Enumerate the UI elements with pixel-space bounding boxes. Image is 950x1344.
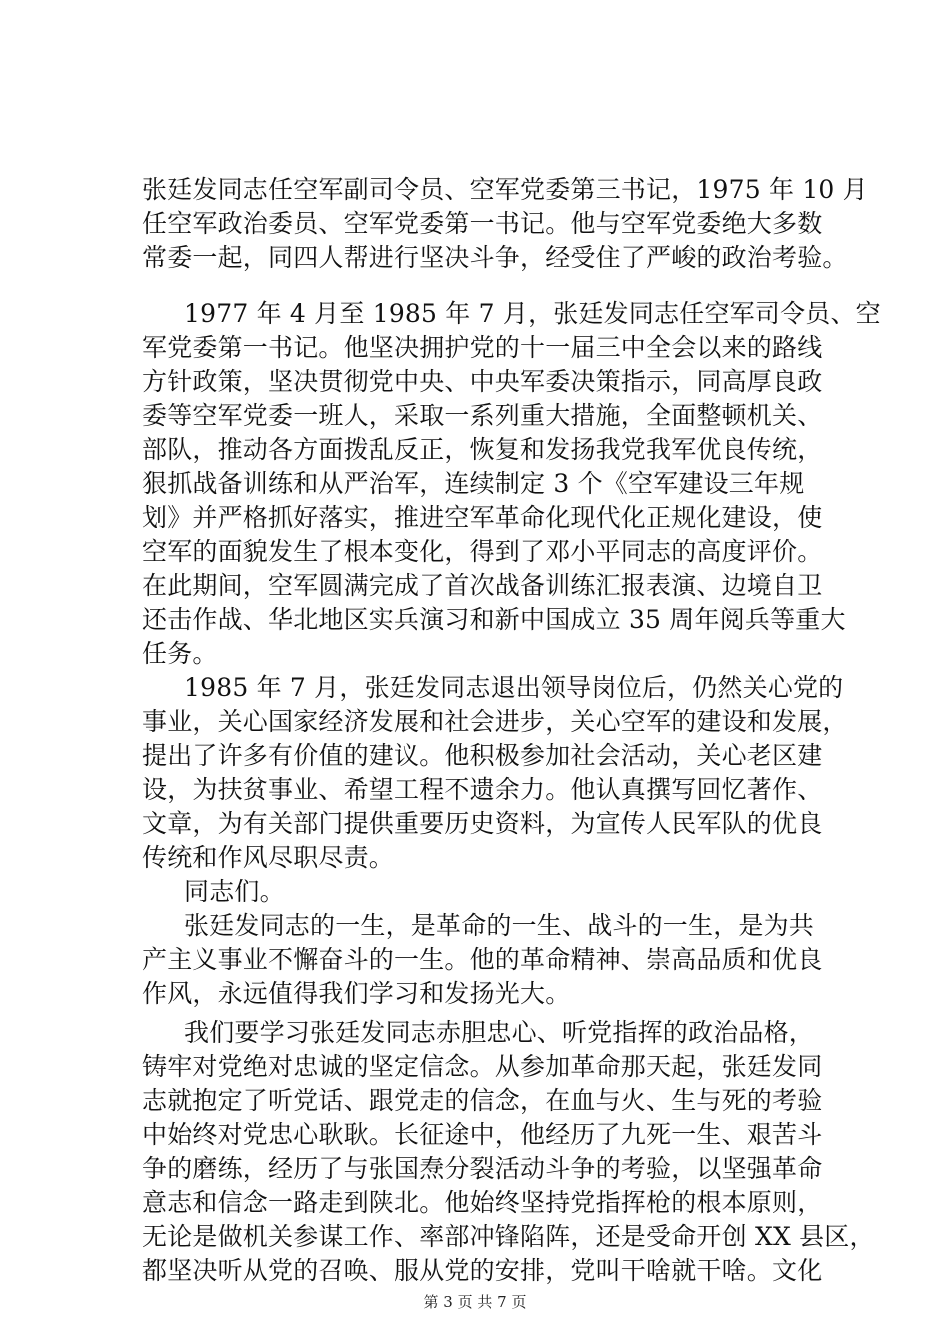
text-line: 文章，为有关部门提供重要历史资料，为宣传人民军队的优良 xyxy=(142,809,823,838)
text-line: 设，为扶贫事业、希望工程不遗余力。他认真撰写回忆著作、 xyxy=(142,775,823,804)
page-number-footer: 第 3 页 共 7 页 xyxy=(423,1293,527,1311)
text-line: 在此期间，空军圆满完成了首次战备训练汇报表演、边境自卫 xyxy=(142,571,823,600)
text-line: 空军的面貌发生了根本变化，得到了邓小平同志的高度评价。 xyxy=(142,537,823,566)
paragraph-start-line: 张廷发同志的一生，是革命的一生、战斗的一生，是为共 xyxy=(184,911,815,940)
text-line: 提出了许多有价值的建议。他积极参加社会活动，关心老区建 xyxy=(142,741,823,770)
text-line: 常委一起，同四人帮进行坚决斗争，经受住了严峻的政治考验。 xyxy=(142,243,848,272)
text-line: 狠抓战备训练和从严治军，连续制定 3 个《空军建设三年规 xyxy=(142,469,805,498)
paragraph-start-line: 1977 年 4 月至 1985 年 7 月，张廷发同志任空军司令员、空 xyxy=(184,299,881,328)
text-line: 都坚决听从党的召唤、服从党的安排，党叫干啥就干啥。文化 xyxy=(142,1256,823,1285)
text-line: 部队，推动各方面拨乱反正，恢复和发扬我党我军优良传统， xyxy=(142,435,823,464)
text-line: 还击作战、华北地区实兵演习和新中国成立 35 周年阅兵等重大 xyxy=(142,605,846,634)
text-line: 划》并严格抓好落实，推进空军革命化现代化正规化建设，使 xyxy=(142,503,823,532)
paragraph-start-line: 我们要学习张廷发同志赤胆忠心、听党指挥的政治品格， xyxy=(184,1018,815,1047)
text-line: 意志和信念一路走到陕北。他始终坚持党指挥枪的根本原则， xyxy=(142,1188,823,1217)
paragraph-start-line: 同志们。 xyxy=(184,877,285,906)
text-line: 争的磨练，经历了与张国焘分裂活动斗争的考验，以坚强革命 xyxy=(142,1154,823,1183)
text-line: 方针政策，坚决贯彻党中央、中央军委决策指示，同高厚良政 xyxy=(142,367,823,396)
text-line: 传统和作风尽职尽责。 xyxy=(142,843,395,872)
text-line: 志就抱定了听党话、跟党走的信念，在血与火、生与死的考验 xyxy=(142,1086,823,1115)
paragraph-start-line: 1985 年 7 月，张廷发同志退出领导岗位后，仍然关心党的 xyxy=(184,673,844,702)
text-line: 产主义事业不懈奋斗的一生。他的革命精神、崇高品质和优良 xyxy=(142,945,823,974)
text-line: 军党委第一书记。他坚决拥护党的十一届三中全会以来的路线 xyxy=(142,333,823,362)
text-line: 事业，关心国家经济发展和社会进步，关心空军的建设和发展， xyxy=(142,707,848,736)
text-line: 任空军政治委员、空军党委第一书记。他与空军党委绝大多数 xyxy=(142,209,823,238)
text-line: 无论是做机关参谋工作、率部冲锋陷阵，还是受命开创 XX 县区， xyxy=(142,1222,875,1251)
text-line: 铸牢对党绝对忠诚的坚定信念。从参加革命那天起，张廷发同 xyxy=(142,1052,823,1081)
text-line: 作风，永远值得我们学习和发扬光大。 xyxy=(142,979,571,1008)
text-line: 张廷发同志任空军副司令员、空军党委第三书记，1975 年 10 月 xyxy=(142,175,868,204)
text-line: 中始终对党忠心耿耿。长征途中，他经历了九死一生、艰苦斗 xyxy=(142,1120,823,1149)
text-line: 任务。 xyxy=(142,639,218,668)
text-line: 委等空军党委一班人，采取一系列重大措施，全面整顿机关、 xyxy=(142,401,823,430)
